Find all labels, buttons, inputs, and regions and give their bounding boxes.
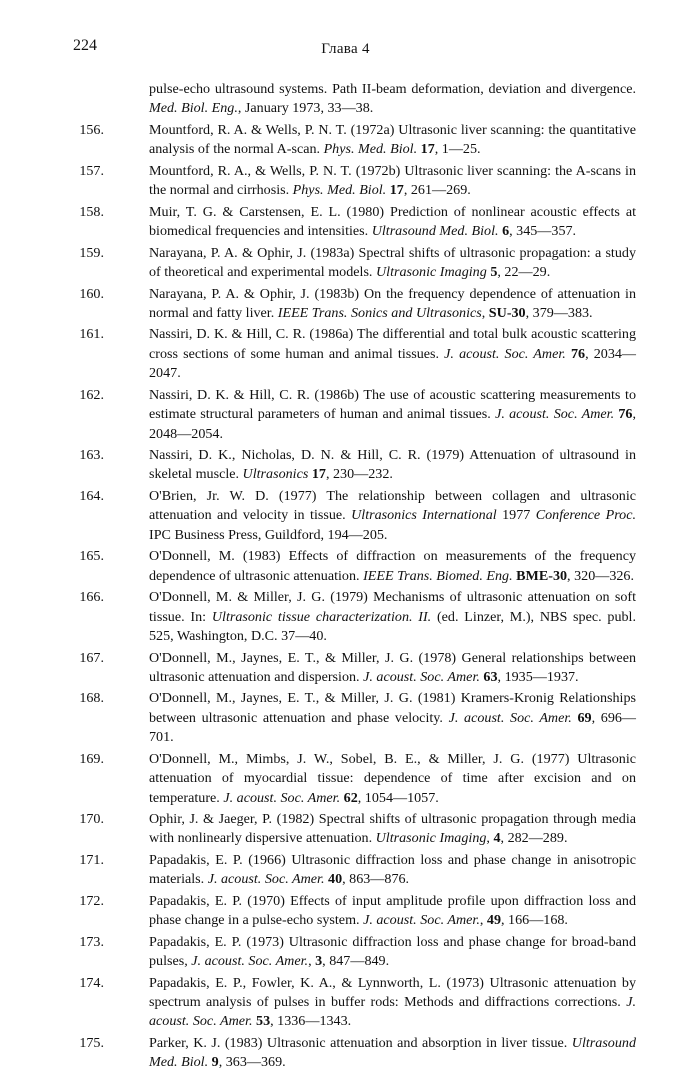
citation-volume: BME-30 xyxy=(516,567,568,584)
citation-journal: Phys. Med. Biol. xyxy=(323,141,418,158)
citation-text: IPC Business Press, Guildford, 194—205. xyxy=(149,526,388,543)
citation-journal: Med. Biol. Eng. xyxy=(149,100,238,117)
reference-entry xyxy=(74,325,636,383)
citation-text: Papadakis, E. P. (1970) Effects of input amplitude profile upon diffraction loss and phase change in a pulse-echo system. xyxy=(149,892,636,929)
citation-volume: 62 xyxy=(343,789,358,806)
reference-entry xyxy=(74,446,636,485)
citation-volume: 6 xyxy=(502,223,510,240)
reference-number: 173. xyxy=(79,933,104,950)
citation-text: Ophir, J. & Jaeger, P. (1982) Spectral shifts of ultrasonic propagation through media with nonlinearly dispersive attenuation. xyxy=(149,811,636,847)
citation-text: Nassiri, D. K., Nicholas, D. N. & Hill, C. R. (1979) Attenuation of ultrasound in skeletal muscle. xyxy=(149,447,636,483)
reference-entry xyxy=(74,933,636,972)
running-head: Глава 4 xyxy=(321,41,370,57)
reference-text xyxy=(149,811,636,846)
citation-text: (ed. Linzer, M.), NBS spec. publ. 525, Washington, D.C. 37—40. xyxy=(149,608,636,644)
reference-entry xyxy=(74,487,636,545)
reference-number: 156. xyxy=(79,121,104,138)
reference-entry xyxy=(74,162,636,201)
citation-text: Nassiri, D. K. & Hill, C. R. (1986a) The differential and total bulk acoustic scattering cross sections of some human and animal tissues. xyxy=(149,326,636,362)
reference-text xyxy=(149,751,636,806)
reference-number: 167. xyxy=(79,649,104,666)
citation-text: O'Donnell, M., Jaynes, E. T., & Miller, J. G. (1978) General relationships between ultrasonic attenuation and dispersion. xyxy=(149,649,636,685)
citation-text: , 1054—1057. xyxy=(357,789,439,806)
citation-volume: 17 xyxy=(389,182,404,199)
citation-text: , 230—232. xyxy=(325,466,393,483)
reference-text xyxy=(149,122,636,157)
reference-number: 164. xyxy=(79,487,104,504)
reference-number: 175. xyxy=(79,1034,104,1051)
reference-entry xyxy=(74,285,636,324)
citation-text: , 363—369. xyxy=(218,1054,286,1071)
citation-volume: 49 xyxy=(486,912,501,929)
citation-text: , 1935—1937. xyxy=(497,668,579,685)
citation-text: Papadakis, E. P., Fowler, K. A., & Lynnworth, L. (1973) Ultrasonic attenuation by spectrum analysis of pulses in buffer rods: Methods and diffractions corrections. xyxy=(149,974,636,1011)
citation-volume: 4 xyxy=(493,830,501,847)
citation-text: , xyxy=(479,912,487,929)
reference-text xyxy=(149,548,636,583)
citation-text: Papadakis, E. P. (1966) Ultrasonic diffraction loss and phase change in anisotropic materials. xyxy=(149,851,636,888)
reference-text xyxy=(149,387,636,442)
citation-journal: Phys. Med. Biol. xyxy=(292,182,387,199)
citation-text: , 166—168. xyxy=(501,912,568,929)
reference-number: 166. xyxy=(79,589,104,606)
reference-entry xyxy=(74,851,636,890)
citation-text: Papadakis, E. P. (1973) Ultrasonic diffraction loss and phase change for broad-band pulses, xyxy=(149,933,636,970)
citation-volume: 76 xyxy=(618,406,633,423)
citation-text: O'Donnell, M., Jaynes, E. T., & Miller, J. G. (1981) Kramers-Kronig Relationships between ultrasonic attenuation and phase velocity. xyxy=(149,690,636,726)
reference-text xyxy=(149,690,636,745)
citation-text: , 696—701. xyxy=(149,709,637,746)
reference-number: 168. xyxy=(79,690,104,707)
citation-text: O'Donnell, M. & Miller, J. G. (1979) Mechanisms of ultrasonic attenuation on soft tissue. In: xyxy=(149,589,636,625)
reference-list xyxy=(74,80,636,1075)
reference-text xyxy=(149,447,636,482)
citation-text: 1977 xyxy=(496,507,536,524)
reference-text xyxy=(149,81,636,116)
reference-entry xyxy=(74,588,636,646)
reference-number: 174. xyxy=(79,974,104,991)
citation-text: Narayana, P. A. & Ophir, J. (1983a) Spectral shifts of ultrasonic propagation: a study of theoretical and experimental models. xyxy=(149,244,636,281)
citation-text: , January 1973, 33—38. xyxy=(237,100,374,117)
citation-text: pulse-echo ultrasound systems. Path II-beam deformation, deviation and divergence. xyxy=(149,81,636,97)
reference-entry xyxy=(74,892,636,931)
reference-number: 163. xyxy=(79,447,104,464)
reference-text xyxy=(149,852,636,887)
reference-number: 165. xyxy=(79,548,104,565)
citation-journal: J. acoust. Soc. Amer. xyxy=(448,709,572,726)
reference-text xyxy=(149,204,636,239)
citation-volume: 9 xyxy=(211,1054,219,1071)
citation-volume: 17 xyxy=(311,466,326,483)
citation-volume: 3 xyxy=(315,953,323,970)
citation-volume: 40 xyxy=(328,871,343,888)
reference-entry xyxy=(74,810,636,849)
citation-text: , 22—29. xyxy=(497,264,551,281)
reference-number: 169. xyxy=(79,750,104,767)
reference-entry xyxy=(74,689,636,747)
citation-journal: J. acoust. Soc. Amer. xyxy=(495,406,615,423)
citation-journal: Conference Proc. xyxy=(535,507,636,524)
citation-text: Mountford, R. A., & Wells, P. N. T. (1972b) Ultrasonic liver scanning: the A-scans in the normal and cirrhosis. xyxy=(149,162,636,199)
citation-volume: 5 xyxy=(490,264,498,281)
reference-text xyxy=(149,893,636,928)
reference-number: 162. xyxy=(79,386,104,403)
reference-entry xyxy=(74,547,636,586)
citation-text: Muir, T. G. & Carstensen, E. L. (1980) Prediction of nonlinear acoustic effects at biomedical frequencies and intensities. xyxy=(149,203,636,240)
reference-text xyxy=(149,245,636,280)
reference-number: 172. xyxy=(79,892,104,909)
reference-number: 160. xyxy=(79,285,104,302)
reference-text xyxy=(149,488,636,543)
citation-volume: 17 xyxy=(420,141,435,158)
citation-journal: Ultrasonics International xyxy=(351,507,497,524)
citation-journal: Ultrasonic Imaging xyxy=(375,830,487,847)
reference-entry xyxy=(74,649,636,688)
citation-journal: J. acoust. Soc. Amer. xyxy=(363,668,480,685)
citation-journal: J. acoust. Soc. Amer. xyxy=(191,953,309,970)
citation-volume: 76 xyxy=(570,345,586,362)
citation-journal: J. acoust. Soc. Amer. xyxy=(363,912,480,929)
citation-journal: Ultrasound Med. Biol. xyxy=(149,1034,636,1071)
citation-text: Mountford, R. A. & Wells, P. N. T. (1972a) Ultrasonic liver scanning: the quantitative analysis of the normal A-scan. xyxy=(149,121,636,158)
citation-journal: J. acoust. Soc. Amer. xyxy=(444,345,566,362)
citation-volume: SU-30 xyxy=(488,304,526,321)
reference-number: 158. xyxy=(79,203,104,220)
citation-volume: 53 xyxy=(256,1013,271,1030)
citation-text: O'Brien, Jr. W. D. (1977) The relationship between collagen and ultrasonic attenuation and velocity in tissue. xyxy=(149,487,636,524)
reference-entry xyxy=(74,386,636,444)
reference-number: 157. xyxy=(79,162,104,179)
citation-text: , 282—289. xyxy=(500,830,568,847)
citation-text: , 345—357. xyxy=(509,223,577,240)
reference-text xyxy=(149,1035,636,1070)
citation-text: , 863—876. xyxy=(342,871,410,888)
reference-number: 161. xyxy=(79,326,104,343)
reference-text xyxy=(149,589,636,644)
citation-text: , 847—849. xyxy=(322,953,390,970)
citation-text: O'Donnell, M., Mimbs, J. W., Sobel, B. E., & Miller, J. G. (1977) Ultrasonic attenuation of myocardial tissue: dependence of time after excision and on temperature. xyxy=(149,750,636,806)
citation-text: Narayana, P. A. & Ophir, J. (1983b) On the frequency dependence of attenuation in normal and fatty liver. xyxy=(149,285,636,321)
reference-number: 159. xyxy=(79,244,104,261)
reference-entry xyxy=(74,80,636,119)
citation-journal: Ultrasound Med. Biol. xyxy=(371,223,499,240)
citation-text: , 2034—2047. xyxy=(149,345,637,382)
citation-volume: 63 xyxy=(483,668,498,685)
citation-text: , xyxy=(481,304,489,321)
reference-text xyxy=(149,975,636,1030)
citation-text: , 320—326. xyxy=(567,567,634,584)
reference-entry xyxy=(74,1034,636,1073)
reference-text xyxy=(149,650,636,685)
reference-entry xyxy=(74,203,636,242)
citation-text: , 1—25. xyxy=(434,141,481,158)
citation-journal: J. acoust. Soc. Amer. xyxy=(223,789,341,806)
citation-text: , 1336—1343. xyxy=(270,1013,352,1030)
reference-entry xyxy=(74,121,636,160)
citation-volume: 69 xyxy=(577,709,592,726)
reference-number: 171. xyxy=(79,851,104,868)
reference-number: 170. xyxy=(79,811,104,828)
citation-text: , 379—383. xyxy=(525,304,593,321)
citation-text: , xyxy=(308,953,316,970)
citation-text: Parker, K. J. (1983) Ultrasonic attenuation and absorption in liver tissue. xyxy=(149,1034,572,1051)
citation-journal: Ultrasonics xyxy=(242,466,309,483)
citation-journal: IEEE Trans. Sonics and Ultrasonics xyxy=(277,304,482,321)
citation-text: Nassiri, D. K. & Hill, C. R. (1986b) The use of acoustic scattering measurements to estimate structural parameters of human and animal tissues. xyxy=(149,386,636,423)
reference-text xyxy=(149,934,636,969)
reference-entry xyxy=(74,974,636,1032)
citation-text: , xyxy=(486,830,494,847)
citation-journal: J. acoust. Soc. Amer. xyxy=(149,994,636,1030)
citation-journal: Ultrasonic Imaging xyxy=(375,264,487,281)
citation-journal: IEEE Trans. Biomed. Eng. xyxy=(363,567,513,584)
citation-text: , 261—269. xyxy=(403,182,471,199)
reference-entry xyxy=(74,750,636,808)
page-number: 224 xyxy=(73,37,97,54)
reference-text xyxy=(149,163,636,198)
citation-text: O'Donnell, M. (1983) Effects of diffraction on measurements of the frequency dependence of ultrasonic attenuation. xyxy=(149,548,636,584)
citation-journal: Ultrasonic tissue characterization. II. xyxy=(211,608,432,625)
reference-entry xyxy=(74,244,636,283)
citation-text: , 2048—2054. xyxy=(149,406,636,442)
citation-journal: J. acoust. Soc. Amer. xyxy=(207,871,325,888)
reference-text xyxy=(149,286,636,321)
reference-text xyxy=(149,326,636,381)
